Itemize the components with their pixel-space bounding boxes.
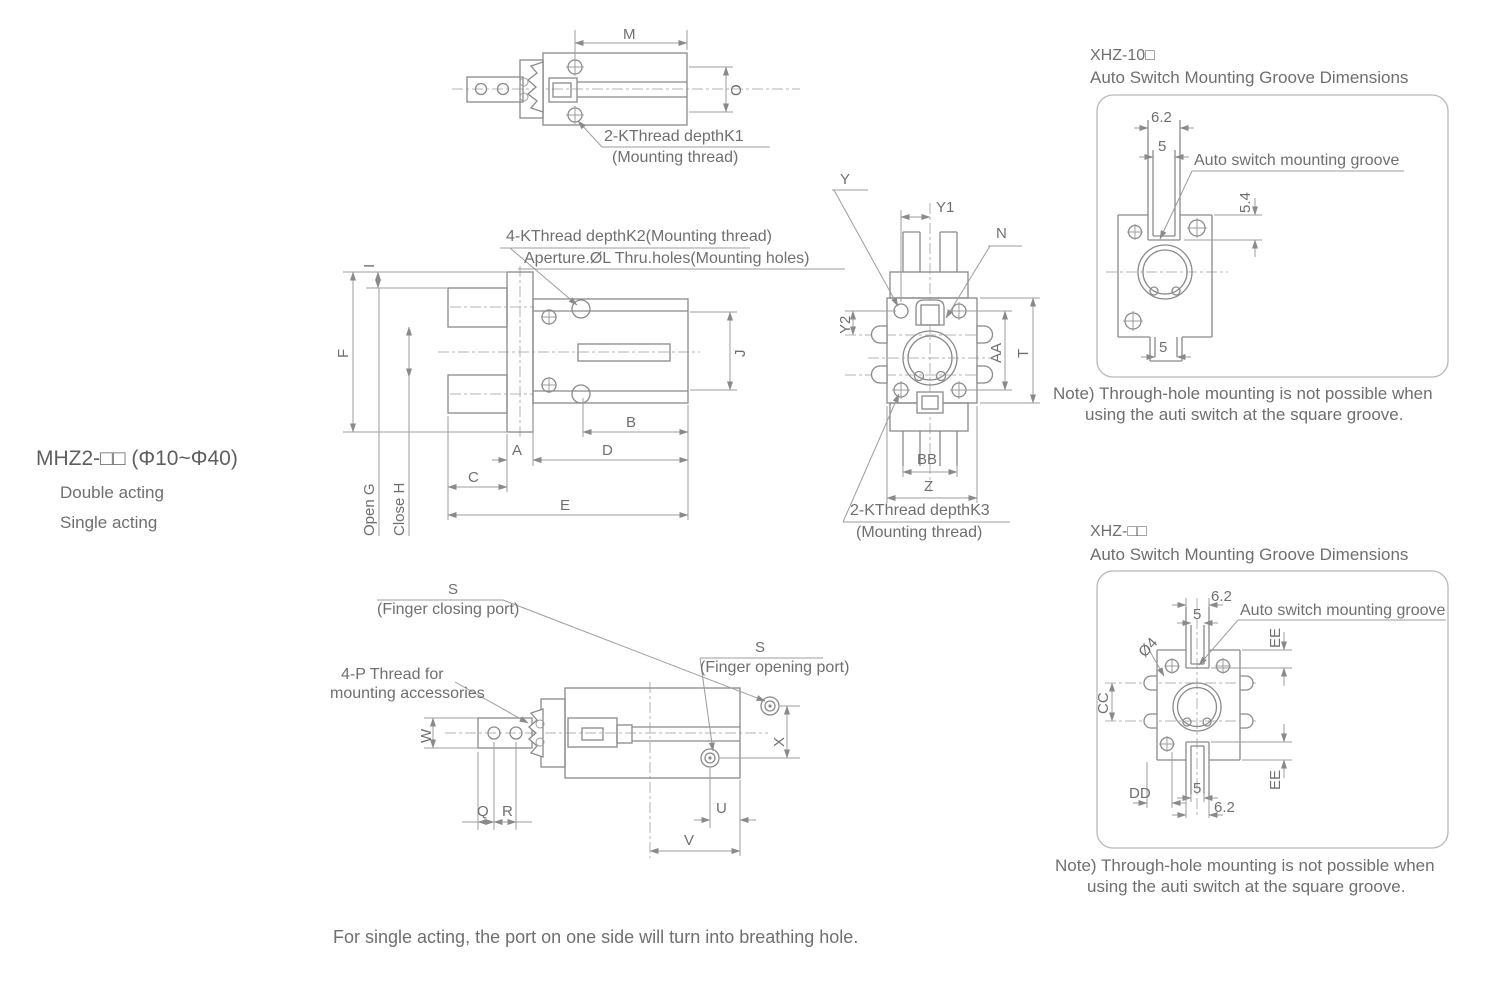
xhz-dim-phi4: Ø4 [1135, 634, 1162, 661]
xhz10-dim-5-bottom: 5 [1159, 339, 1168, 356]
dim-label-o: O [728, 84, 745, 96]
front-thread-note-line2: Aperture.ØL Thru.holes(Mounting holes) [524, 250, 810, 267]
front-thread-note-line1: 4-KThread depthK2(Mounting thread) [506, 228, 772, 245]
xhz10-panel-linework [1097, 95, 1448, 377]
xhz10-note-line2: using the auti switch at the square groove. [1085, 405, 1404, 424]
port-close-sub: (Finger closing port) [377, 601, 520, 618]
xhz-title: XHZ-□□ [1090, 523, 1147, 540]
dim-label-n: N [996, 225, 1007, 242]
dim-label-z: Z [924, 478, 934, 495]
xhz10-title: XHZ-10□ [1090, 47, 1155, 64]
dim-label-y2: Y2 [837, 315, 854, 334]
port-close-label: S [448, 581, 459, 598]
dim-label-e: E [560, 497, 571, 514]
dim-label-y: Y [840, 171, 851, 188]
end-thread-note-line1: 2-KThread depthK3 [850, 502, 990, 519]
accessory-note-line1: 4-P Thread for [341, 666, 444, 683]
side-thread-note-line1: 2-KThread depthK1 [604, 128, 744, 145]
dim-label-b: B [626, 414, 637, 431]
dim-label-v: V [684, 832, 695, 849]
xhz-dim-ee-bottom: EE [1267, 769, 1284, 790]
xhz-dim-5-top: 5 [1193, 606, 1202, 623]
dim-label-q: Q [477, 803, 489, 820]
end-thread-note-line2: (Mounting thread) [856, 524, 983, 541]
dim-label-j: J [732, 349, 749, 357]
port-open-sub: (Finger opening port) [700, 659, 850, 676]
dim-label-a: A [512, 442, 523, 459]
front-view-linework [343, 248, 845, 536]
port-open-label: S [755, 639, 766, 656]
xhz-dim-62-bottom: 6.2 [1214, 799, 1235, 816]
acting-type-single: Single acting [60, 513, 158, 532]
end-view-linework [832, 190, 1040, 522]
dim-label-c: C [468, 469, 479, 486]
side-thread-note-line2: (Mounting thread) [612, 149, 739, 166]
dim-label-x: X [771, 736, 788, 747]
xhz10-dim-5-top: 5 [1158, 138, 1167, 155]
footer-note: For single acting, the port on one side will turn into breathing hole. [333, 927, 859, 947]
xhz-dim-dd: DD [1129, 785, 1151, 802]
dim-label-i: I [361, 263, 378, 268]
dim-label-m: M [623, 26, 636, 43]
dim-label-f: F [335, 348, 352, 358]
xhz-subtitle: Auto Switch Mounting Groove Dimensions [1090, 545, 1409, 564]
dim-label-close-h: Close H [391, 482, 408, 536]
model-title: MHZ2-□□ (Φ10~Φ40) [36, 447, 238, 470]
xhz-groove-label: Auto switch mounting groove [1240, 602, 1446, 619]
accessory-note-line2: mounting accessories [330, 685, 485, 702]
xhz10-note-line1: Note) Through-hole mounting is not possible when [1053, 384, 1433, 403]
xhz-dim-62-top: 6.2 [1211, 588, 1232, 605]
dim-label-y1: Y1 [936, 199, 955, 216]
xhz-note-line1: Note) Through-hole mounting is not possible when [1055, 856, 1435, 875]
xhz10-dim-54: 5.4 [1237, 192, 1254, 213]
xhz10-groove-label: Auto switch mounting groove [1194, 152, 1400, 169]
acting-type-double: Double acting [60, 483, 164, 502]
dim-label-bb: BB [917, 451, 938, 468]
dim-label-t: T [1015, 348, 1032, 358]
xhz-dim-ee-top: EE [1267, 627, 1284, 648]
xhz-dim-cc: CC [1095, 692, 1112, 714]
dim-label-w: W [418, 728, 435, 743]
dim-label-r: R [502, 803, 513, 820]
dim-label-d: D [602, 442, 613, 459]
dim-label-open-g: Open G [361, 483, 378, 536]
xhz-dim-5-bottom: 5 [1193, 780, 1202, 797]
dim-label-u: U [716, 800, 727, 817]
xhz-note-line2: using the auti switch at the square groove. [1087, 877, 1406, 896]
dim-label-aa: AA [988, 342, 1005, 363]
xhz10-subtitle: Auto Switch Mounting Groove Dimensions [1090, 68, 1409, 87]
xhz10-dim-62: 6.2 [1151, 109, 1172, 126]
